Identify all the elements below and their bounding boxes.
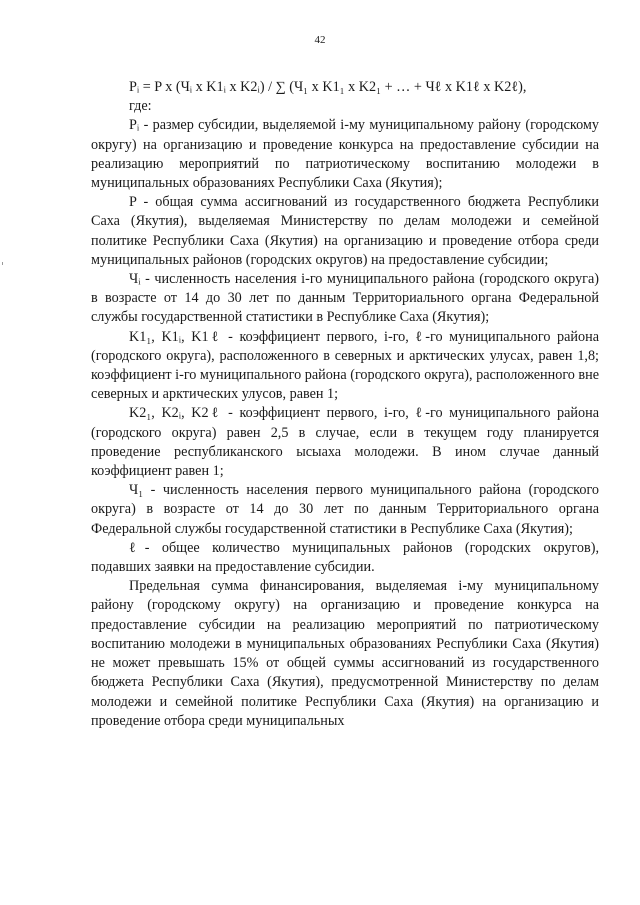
definition-paragraph-k1: K1₁, K1ᵢ, K1ℓ - коэффициент первого, i-го, ℓ-го муниципального района (городского округа), расположенного в северных и арктических улусах, равен 1,8; коэффициент i-го муниципального района (городского округа), расположенного вне северных и арктических улусов, равен 1; [91,328,600,403]
scan-mark [2,262,3,265]
document-body [91,78,599,731]
funding-limit-paragraph: Предельная сумма финансирования, выделяемая i-му муниципальному району (городскому округу) на организацию и проведение конкурса на предоставление субсидии на реализацию мероприятий по патриотическому воспитанию молодежи в муниципальных образованиях Республики Саха (Якутия) не может превышать 15% от общей суммы ассигнований из государственного бюджета Республики Саха (Якутия), предусмотренной Министерству по делам молодежи и семейной политике Республики Саха (Якутия) на организацию и проведение отбора среди муниципальных [91,578,599,729]
where-label: где: [129,98,152,115]
definition-paragraph-pi: Pᵢ - размер субсидии, выделяемой i-му муниципальному району (городскому округу) на организацию и проведение конкурса на предоставление субсидии на реализацию мероприятий по патриотическому воспитанию молодежи в муниципальных образованиях Республики Саха (Якутия); [91,117,599,192]
definition-paragraph-ch1: Ч₁ - численность населения первого муниципального района (городского округа) в возрасте от 14 до 30 лет по данным Территориального органа Федеральной службы государственной статистики в Республике Саха (Якутия); [91,482,599,537]
definition-paragraph-k2: K2₁, K2ᵢ, K2ℓ - коэффициент первого, i-го, ℓ-го муниципального района (городского округа) равен 2,5 в случае, если в текущем году планируется проведение республиканского ысыаха молодежи. В ином случае данный коэффициент равен 1; [91,405,599,480]
definition-paragraph-chi: Чᵢ - численность населения i-го муниципального района (городского округа) в возрасте от 14 до 30 лет по данным Территориального органа Федеральной службы государственной статистики в Республике Саха (Якутия); [91,271,599,326]
subsidy-formula: Pᵢ = P x (Чᵢ x K1ᵢ x K2ᵢ) / ∑ (Ч₁ x K1₁ x K2₁ + … + Чℓ x K1ℓ x K2ℓ), [129,79,527,95]
definition-paragraph-p: P - общая сумма ассигнований из государственного бюджета Республики Саха (Якутия), выделяемая Министерству по делам молодежи и семейной политике Республики Саха (Якутия) на организацию и проведение отбора среди муниципальных районов (городских округов) на предоставление субсидии; [91,194,599,268]
definition-paragraph-l: ℓ- общее количество муниципальных районов (городских округов), подавших заявки на предоставление субсидии. [91,539,599,576]
page-number: 42 [314,34,326,46]
